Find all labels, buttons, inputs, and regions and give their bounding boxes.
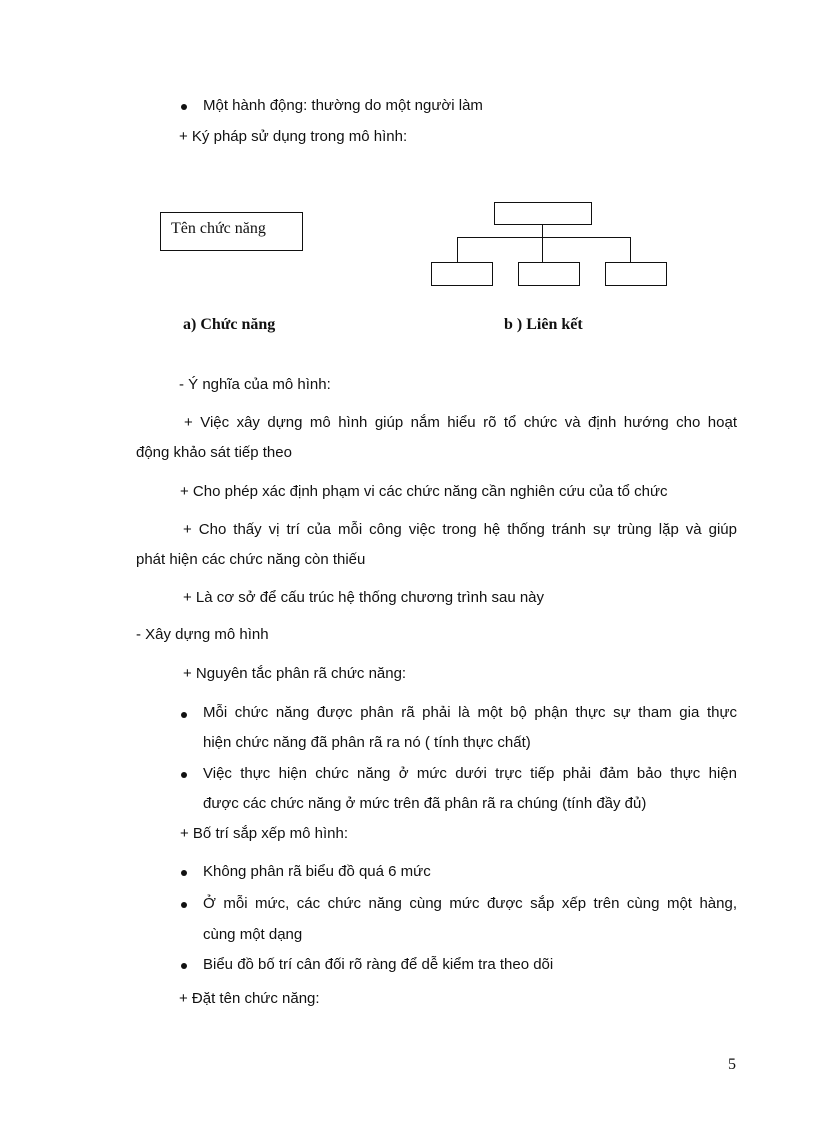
diagram-connector xyxy=(630,237,631,263)
bullet-dot xyxy=(181,712,187,718)
bullet-dot xyxy=(181,963,187,969)
line-notation: + Ký pháp sử dụng trong mô hình: xyxy=(179,128,408,145)
subheading-naming: + Đặt tên chức năng: xyxy=(179,990,320,1007)
para-line: động khảo sát tiếp theo xyxy=(136,444,292,461)
subheading-principle: + Nguyên tắc phân rã chức năng: xyxy=(183,665,407,682)
diagram-child-box xyxy=(605,262,667,286)
diagram-connector xyxy=(542,237,543,263)
diagram-connector xyxy=(457,237,458,263)
para-line: + Cho thấy vị trí của mỗi công việc trong hệ thống tránh sự trùng lặp và giúp xyxy=(183,521,737,538)
diagram-top-box xyxy=(494,202,592,225)
heading-build: - Xây dựng mô hình xyxy=(136,626,269,643)
bullet-dot xyxy=(181,902,187,908)
bullet-text: Việc thực hiện chức năng ở mức dưới trực tiếp phải đảm bảo thực hiện xyxy=(203,765,737,782)
caption-link: b ) Liên kết xyxy=(504,316,583,333)
bullet-dot xyxy=(181,772,187,778)
diagram-child-box xyxy=(518,262,580,286)
para-line: + Việc xây dựng mô hình giúp nắm hiểu rõ tổ chức và định hướng cho hoạt xyxy=(184,414,737,431)
heading-meaning: - Ý nghĩa của mô hình: xyxy=(179,376,331,393)
bullet-dot xyxy=(181,104,187,110)
bullet-text: được các chức năng ở mức trên đã phân rã ra chúng (tính đầy đủ) xyxy=(203,795,647,812)
diagram-child-box xyxy=(431,262,493,286)
diagram-connector xyxy=(542,225,543,237)
para-line: + Là cơ sở để cấu trúc hệ thống chương trình sau này xyxy=(183,589,545,606)
subheading-layout: + Bố trí sắp xếp mô hình: xyxy=(180,825,349,842)
function-box-label: Tên chức năng xyxy=(171,220,266,237)
page-number: 5 xyxy=(728,1056,736,1073)
bullet-text: cùng một dạng xyxy=(203,926,303,943)
bullet-line-1: Một hành động: thường do một người làm xyxy=(203,97,483,114)
para-line: + Cho phép xác định phạm vi các chức năng cần nghiên cứu của tổ chức xyxy=(180,483,668,500)
caption-function: a) Chức năng xyxy=(183,316,276,333)
bullet-dot xyxy=(181,870,187,876)
bullet-text: hiện chức năng đã phân rã ra nó ( tính thực chất) xyxy=(203,734,531,751)
diagram-connector xyxy=(457,237,631,238)
bullet-text: Ở mỗi mức, các chức năng cùng mức được sắp xếp trên cùng một hàng, xyxy=(203,895,737,912)
bullet-text: Biểu đồ bố trí cân đối rõ ràng để dễ kiểm tra theo dõi xyxy=(203,956,554,973)
bullet-text: Mỗi chức năng được phân rã phải là một bộ phận thực sự tham gia thực xyxy=(203,704,737,721)
para-line: phát hiện các chức năng còn thiếu xyxy=(136,551,366,568)
bullet-text: Không phân rã biểu đồ quá 6 mức xyxy=(203,863,431,880)
